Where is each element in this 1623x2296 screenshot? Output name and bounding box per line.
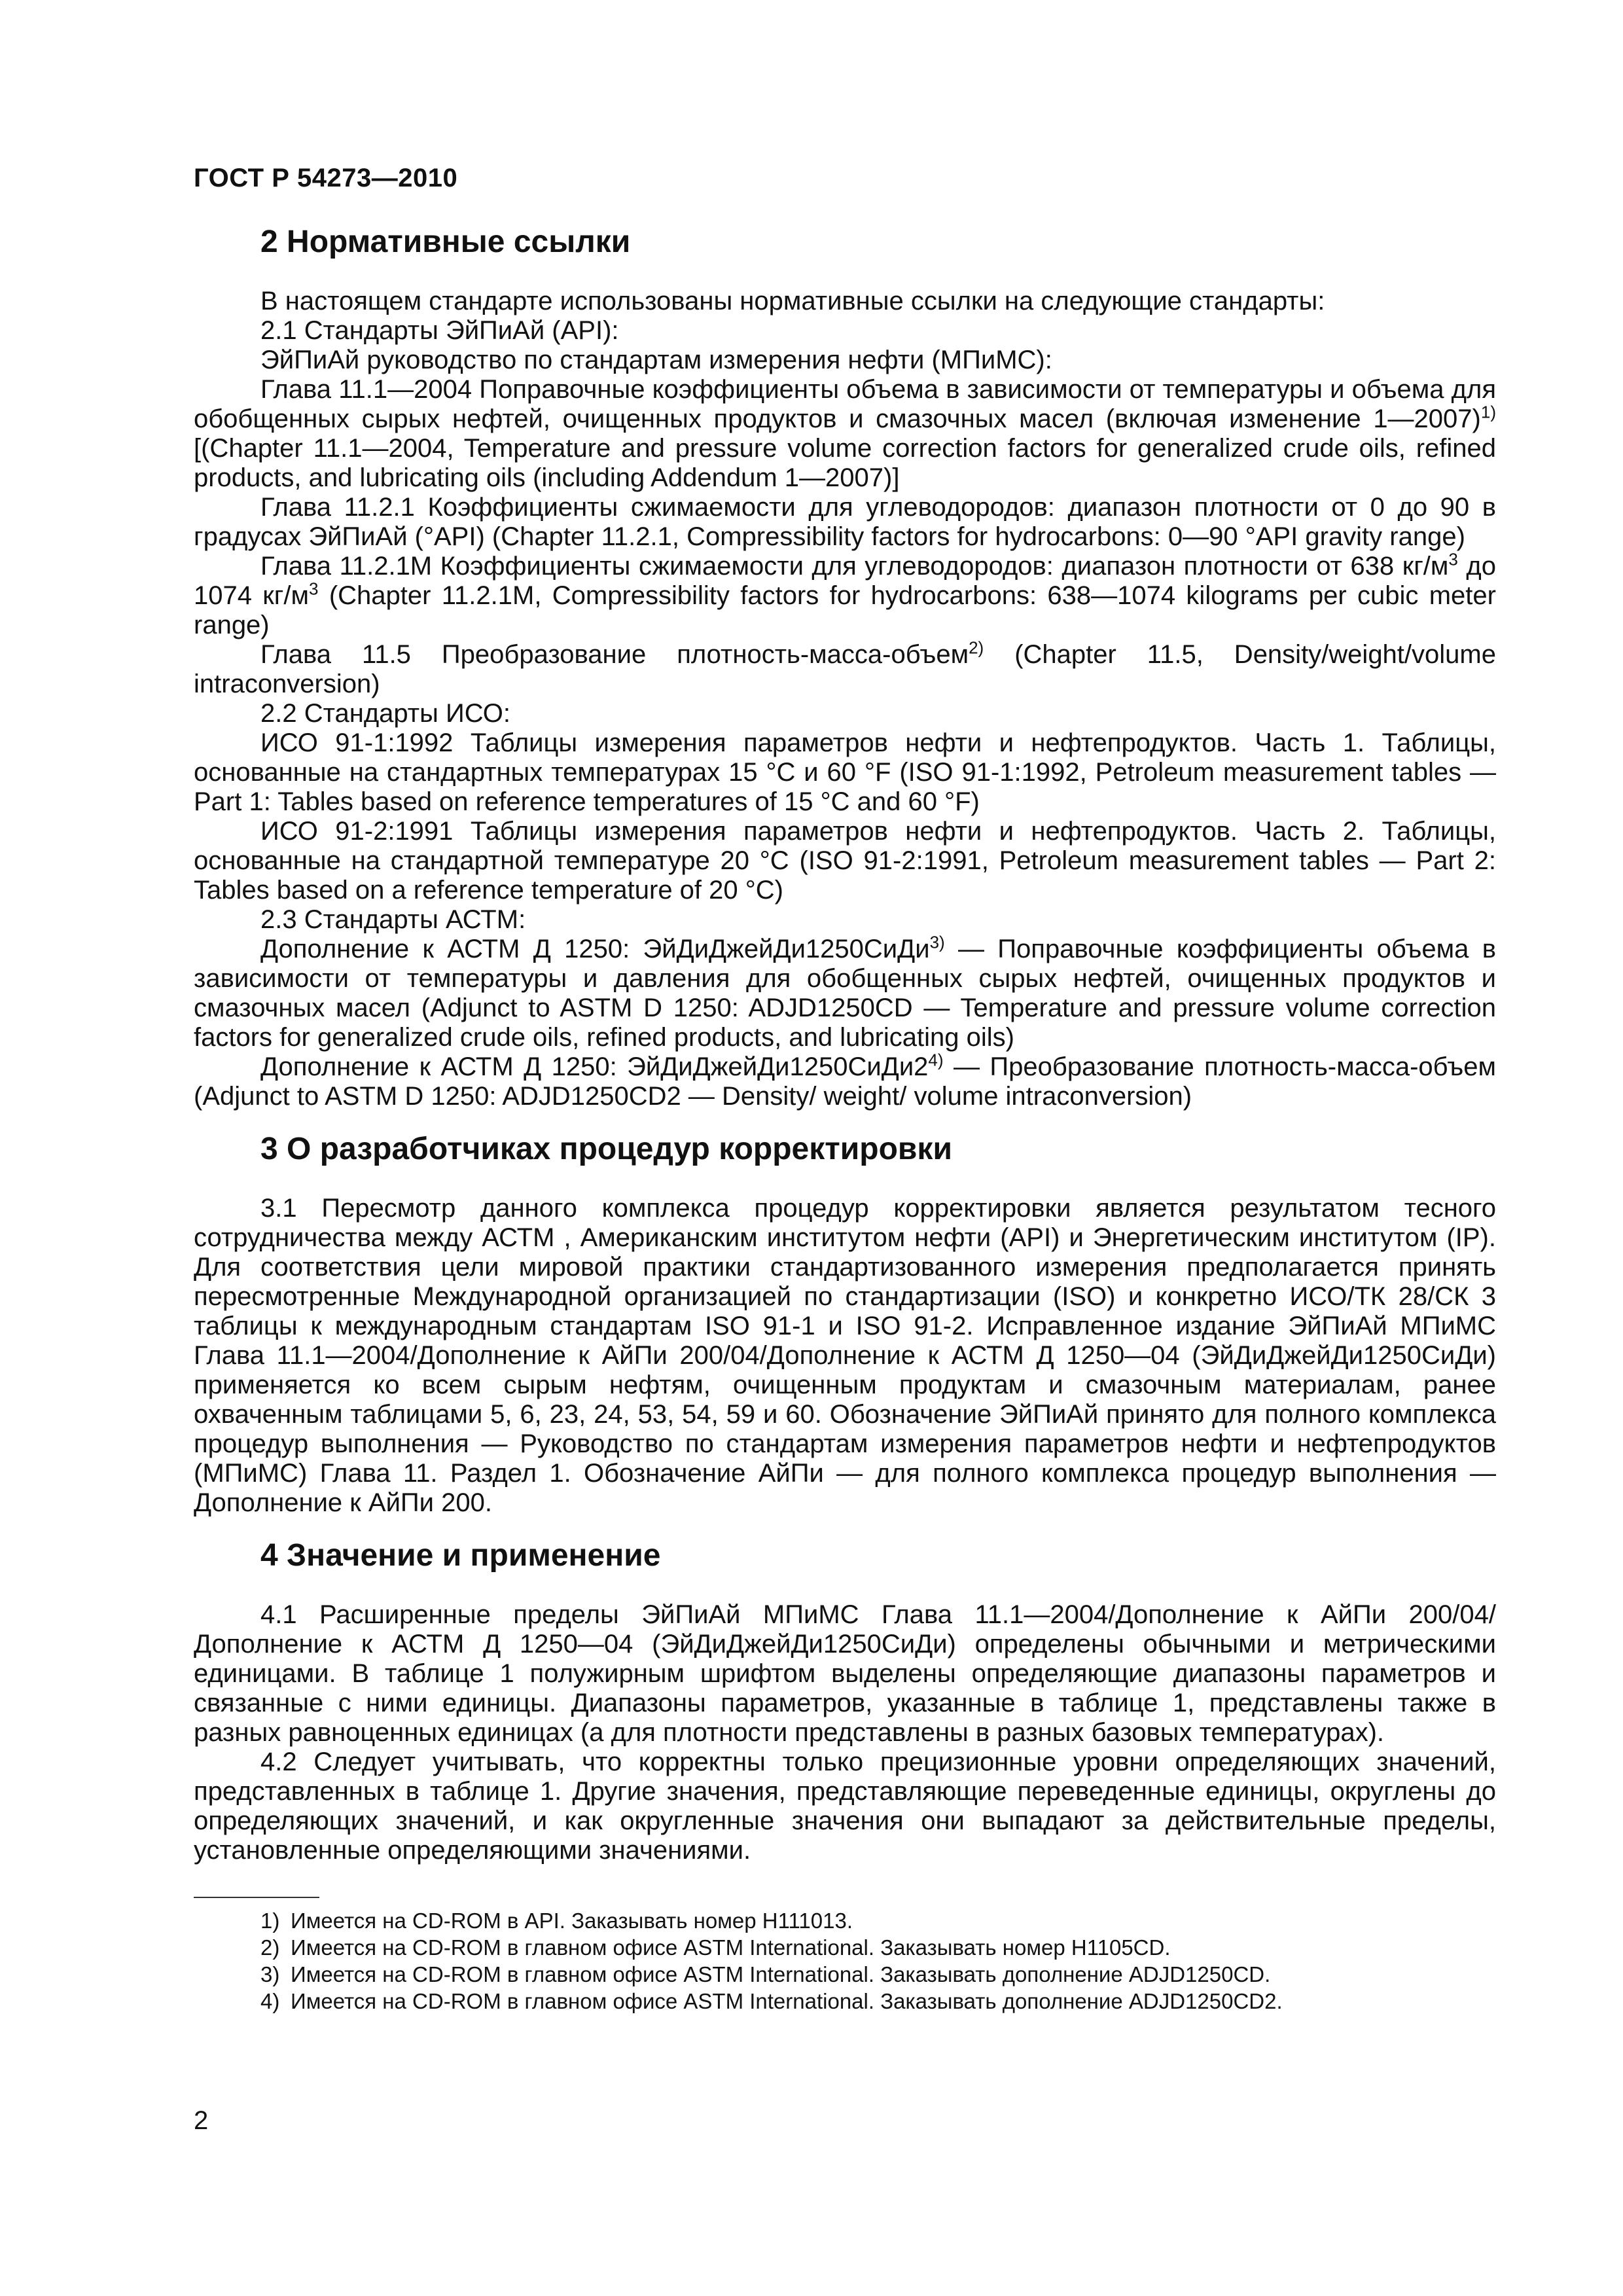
superscript: 3 (309, 579, 319, 599)
paragraph: 3.1 Пересмотр данного комплекса процедур корректировки является результатом тесного сотрудничества между АСТМ , Американским институтом нефти (API) и Энергетическим институтом (IP). Для соответствия цели мировой практики стандартизованного измерения предполагается принять пересмотренные Международной организацией по стандартизации (ISO) и конкретно ИСО/ТК 28/СК 3 таблицы к международным стандартам ISO 91-1 и ISO 91-2. Исправленное издание ЭйПиАй МПиМС Глава 11.1—2004/Дополнение к АйПи 200/04/Дополнение к АСТМ Д 1250—04 (ЭйДиДжейДи1250СиДи) применяется ко всем сырым нефтям, очищенным продуктам и смазочным материалам, ранее охваченным таблицами 5, 6, 23, 24, 53, 54, 59 и 60. Обозначение ЭйПиАй принято для полного комплекса процедур выполнения — Руководство по стандартам измерения параметров нефти и нефтепродуктов (МПиМС) Глава 11. Раздел 1. Обозначение АйПи — для полного комплекса процедур выполнения — Дополнение к АйПи 200. (194, 1194, 1496, 1517)
paragraph (194, 637, 1496, 699)
footnote (260, 1934, 1496, 1961)
paragraph (194, 932, 1496, 1052)
text-run: Глава 11.5 Преобразование плотность-масса-объем (260, 640, 969, 669)
text-run: Глава 11.1—2004 Поправочные коэффициенты объема в зависимости от температуры и объема для обобщенных сырых нефтей, очищенных продуктов и смазочных масел (включая изменение 1—2007) (194, 375, 1496, 433)
paragraph: 2.3 Стандарты АСТМ: (260, 905, 526, 934)
footnote (260, 1988, 1496, 2015)
text-run: (Chapter 11.2.1M, Compressibility factors for hydrocarbons: 638—1074 kilograms per cubic meter range) (194, 581, 1496, 639)
footnote (260, 1907, 1496, 1934)
section-3-title: 3 О разработчиках процедур корректировки (260, 1132, 952, 1166)
text-run: Дополнение к АСТМ Д 1250: ЭйДиДжейДи1250СиДи (260, 935, 930, 963)
paragraph: Глава 11.2.1 Коэффициенты сжимаемости для углеводородов: диапазон плотности от 0 до 90 в градусах ЭйПиАй (°API) (Chapter 11.2.1, Compressibility factors for hydrocarbons: 0—90 °API gravity range) (194, 493, 1496, 551)
paragraph (194, 1052, 1496, 1111)
footnote-text: Имеется на CD-ROM в главном офисе ASTM International. Заказывать дополнение ADJD1250CD2. (291, 1989, 1283, 2013)
text-run: [(Chapter 11.1—2004, Temperature and pressure volume correction factors for generalized crude oils, refined products, and lubricating oils (including Addendum 1—2007)] (194, 434, 1496, 492)
paragraph (194, 549, 1496, 640)
superscript: 3 (1448, 549, 1458, 569)
text-run: — Преобразование плотность-масса-объем (Adjunct to ASTM D 1250: ADJD1250CD2 — Density/ weight/ volume intraconversion) (194, 1052, 1496, 1111)
text-run: (Chapter 11.5, Density/weight/volume intraconversion) (194, 640, 1496, 698)
paragraph: 2.1 Стандарты ЭйПиАй (API): (260, 316, 619, 345)
footnote-mark: 3) (260, 1962, 280, 1986)
footnote-text: Имеется на CD-ROM в API. Заказывать номер H111013. (291, 1909, 853, 1933)
paragraph: ЭйПиАй руководство по стандартам измерения нефти (МПиМС): (260, 346, 1052, 374)
standard-designation: ГОСТ Р 54273—2010 (194, 164, 458, 192)
text-run: — Поправочные коэффициенты объема в зависимости от температуры и давления для обобщенных сырых нефтей, очищенных продуктов и смазочных масел (Adjunct to ASTM D 1250: ADJD1250CD — Temperature and pressure volume correction factors for generalized crude oils, refined products, and lubricating oils) (194, 935, 1496, 1052)
section-2-title: 2 Нормативные ссылки (260, 224, 631, 259)
text-run: Глава 11.2.1М Коэффициенты сжимаемости для углеводородов: диапазон плотности от 638 кг/м (260, 552, 1449, 581)
paragraph: 4.1 Расширенные пределы ЭйПиАй МПиМС Глава 11.1—2004/Дополнение к АйПи 200/04/Дополнение к АСТМ Д 1250—04 (ЭйДиДжейДи1250СиДи) определены обычными и метрическими единицами. В таблице 1 полужирным шрифтом выделены определяющие диапазоны параметров и связанные с ними единицы. Диапазоны параметров, указанные в таблице 1, представлены также в разных равноценных единицах (а для плотности представлены в разных базовых температурах). (194, 1600, 1496, 1747)
text-run: Дополнение к АСТМ Д 1250: ЭйДиДжейДи1250СиДи2 (260, 1052, 929, 1081)
paragraph: 2.2 Стандарты ИСО: (260, 699, 510, 728)
section-4-title: 4 Значение и применение (260, 1538, 661, 1573)
footnote-text: Имеется на CD-ROM в главном офисе ASTM International. Заказывать номер H1105CD. (291, 1935, 1171, 1960)
footnote-ref: 2) (969, 637, 984, 658)
footnote-ref: 4) (928, 1050, 944, 1070)
page-number: 2 (194, 2106, 209, 2135)
paragraph: ИСО 91-1:1992 Таблицы измерения параметров нефти и нефтепродуктов. Часть 1. Таблицы, основанные на стандартных температурах 15 °С и 60 °F (ISO 91-1:1992, Petroleum measurement tables — Part 1: Tables based on reference temperatures of 15 °C and 60 °F) (194, 728, 1496, 816)
footnote-ref: 3) (929, 932, 945, 952)
footnote-divider (194, 1897, 319, 1898)
paragraph: В настоящем стандарте использованы нормативные ссылки на следующие стандарты: (260, 287, 1325, 315)
paragraph: 4.2 Следует учитывать, что корректны только прецизионные уровни определяющих значений, представленных в таблице 1. Другие значения, представляющие переведенные единицы, округлены до определяющих значений, и как округленные значения они выпадают за действительные пределы, установленные определяющими значениями. (194, 1748, 1496, 1865)
paragraph (194, 375, 1496, 493)
footnote-text: Имеется на CD-ROM в главном офисе ASTM International. Заказывать дополнение ADJD1250CD. (291, 1962, 1271, 1986)
document-body (194, 216, 1496, 2015)
footnote-mark: 1) (260, 1909, 280, 1933)
footnote-ref: 1) (1480, 402, 1496, 422)
footnote (260, 1961, 1496, 1988)
footnote-mark: 4) (260, 1989, 280, 2013)
footnote-mark: 2) (260, 1935, 280, 1960)
text-run: до 1074 кг/м (194, 552, 1496, 610)
paragraph: ИСО 91-2:1991 Таблицы измерения параметров нефти и нефтепродуктов. Часть 2. Таблицы, основанные на стандартной температуре 20 °С (ISO 91-2:1991, Petroleum measurement tables — Part 2: Tables based on a reference temperature of 20 °C) (194, 817, 1496, 905)
